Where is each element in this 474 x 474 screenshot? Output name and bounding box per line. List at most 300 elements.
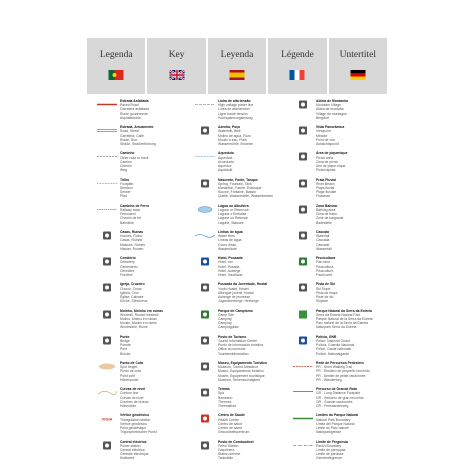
ski-icon [292, 283, 316, 293]
legend-entry-line: Point géodésique [120, 426, 147, 430]
legend-entry-line: GR - Fernwanderweg [316, 404, 349, 408]
legend-entry-line: Paved Road [120, 103, 139, 108]
legend-entry-text [120, 125, 192, 146]
legend-entry-text [316, 151, 388, 172]
legend-entry-line: Ferrocarril [120, 212, 136, 217]
legend-entry-title: Igreja, Cruzeiro [120, 282, 145, 287]
legend-entry-text [316, 99, 388, 120]
legend-entry-line: Police, National Guard [316, 339, 350, 343]
uk-flag-icon [169, 70, 184, 80]
legend-entry-title: Linhas de água [218, 230, 243, 234]
legend-entry-line: Cascada [316, 238, 330, 243]
legend-entry-line: PR - Short Walking Trail [316, 365, 353, 370]
legend-entry-line: Chemin de fer [120, 216, 142, 221]
legend-entry-line: Pisciculture [316, 268, 334, 273]
legend-entry-text [316, 335, 388, 356]
legend-entry-text [316, 361, 388, 382]
camping-icon [194, 310, 218, 320]
legend-entry-text [316, 256, 388, 277]
legend-entry-line: Aldea de montaña [316, 107, 344, 112]
legend-entry-line: Footpath [120, 181, 134, 186]
legend-entry-line: Spot height [120, 365, 138, 370]
legend-entry-title: Posto de Turismo [218, 334, 247, 339]
legend-entry-line: Playa fluvial [316, 186, 335, 190]
legend-entry-line: Museo, Equipamiento turístico [218, 369, 264, 374]
spot-height-icon [96, 362, 120, 372]
legend-entry-title: Rede de Percursos Pedestres [316, 361, 364, 365]
legend-entry-line: Bahnlinie [120, 220, 134, 225]
legend-entry-line: Casas, Ruinas [120, 238, 143, 243]
legend-entry-line: Flussbad [316, 194, 330, 199]
legend-entry-line: Zone de baignade [316, 216, 344, 221]
legend-entry-title: Área de piquenique [316, 151, 348, 156]
legend-entry-line: Häuser, Ruinen [120, 246, 144, 251]
legend-entry-title: Vista Panorâmica [316, 125, 345, 130]
legend-entry-title: Casas, Ruínas [120, 230, 144, 234]
legend-entry-line: High voltage power line [218, 103, 254, 108]
legend-entry-line: Quelle, Wasserstelle, Wasserbecken [218, 194, 274, 199]
ruins-icon [96, 231, 120, 241]
legend-entry-line: Albergue juvenil, Hostal [218, 290, 254, 295]
legend-entry-line: Asphaltstraße [120, 115, 141, 120]
legend-entry-line: Wasserläufe [218, 246, 237, 251]
legend-entry-line: Point coté [120, 373, 136, 378]
legend-entry-line: Straße, Straßenführung [120, 142, 156, 146]
legend-entry-line: Molino, Molino en ruinas [120, 317, 157, 321]
legend-entry-line: Límite del Parque Natural [316, 421, 355, 426]
legend-entry-line: Touristeninformation [218, 351, 249, 356]
legend-entry-title: Pista de Ski [316, 282, 336, 287]
legend-entry-line: Road, Street [120, 129, 140, 134]
legend-entry-line: Balneario [218, 395, 233, 400]
legend-entry-line: Aqueduct [218, 155, 233, 160]
legend-entry-text [218, 335, 290, 356]
legend-entry-line: Límite de parroquia [316, 448, 346, 452]
hotel-icon [194, 257, 218, 267]
legend-entry-title: Aldeia de Montanha [316, 99, 349, 103]
legend-entry-title: Estrada, Arruamento [120, 125, 154, 130]
legend-entry-line: Jugendherberge, Herberge [218, 299, 259, 304]
aqueduct-icon [194, 152, 218, 162]
contour-icon [96, 388, 120, 398]
legend-entry-line: Église, Calvaire [120, 295, 144, 299]
legend-entry-text [120, 204, 192, 225]
legend-entry-title: Azenha, Poço [218, 125, 241, 130]
legend-entry-line: Health Centre [218, 417, 239, 422]
legend-entry-line: Triangulation station [120, 417, 151, 422]
tab-label: Leyenda [220, 50, 254, 60]
legend-entry-line: Tourist Information Centre [218, 339, 258, 343]
legend-entry-line: Tankstelle [218, 456, 234, 461]
legend-entry-line: Fischzucht [316, 273, 333, 277]
legend-entry-text [316, 387, 388, 408]
legend-entry-text [218, 413, 290, 434]
legend-entry-line: Naturparkgrenze [316, 430, 342, 435]
legend-entry-line: Naturpark Serra da Estrela [316, 325, 357, 330]
legend-header [87, 38, 387, 94]
legend-entry-line: Friedhof [120, 273, 133, 277]
legend-entry-text [218, 387, 290, 408]
spring-icon [194, 179, 218, 189]
vigia-icon [96, 414, 120, 424]
tab-label: Légende [281, 50, 314, 60]
legend-entry-line: Hotel, Inn [218, 260, 233, 265]
legend-entry-line: Polizei, Nationalgarde [316, 351, 349, 356]
legend-entry-line: Trigonometrischer Punkt [120, 430, 157, 435]
legend-entry-text [316, 413, 388, 434]
legend-entry-line: Moulin, Moulin en ruines [120, 321, 157, 326]
legend-entry-line: Water lines [218, 234, 235, 239]
legend-entry-title: Limite de Freguesia [316, 439, 348, 444]
legend-entry-line: Office du tourisme [218, 347, 246, 352]
tab-portugal [87, 38, 145, 94]
water-line-icon [194, 231, 218, 241]
legend-entry-line: Hotel, Posada [218, 264, 240, 269]
legend-entry-line: Bathing area [316, 208, 336, 212]
legend-entry-line: Auberge de jeunesse [218, 295, 251, 299]
legend-entry-title: Ponte [120, 334, 130, 339]
legend-entry-title: Trilho [120, 177, 130, 182]
legend-entry-text [120, 282, 192, 303]
legend-entry-title: Caminho [120, 151, 135, 156]
legend-entry-text [120, 178, 192, 199]
legend-entry-line: Cemetery [120, 260, 135, 265]
legend-entry-line: Campingplatz [218, 325, 239, 330]
tab-label: Legenda [99, 50, 133, 60]
legend-entry-line: Gesundheitszentrum [218, 430, 250, 435]
legend-entry-text [120, 99, 192, 120]
tab-label: Key [168, 50, 185, 60]
legend-entry-line: Centrale électrique [120, 452, 149, 457]
legend-entry-title: Cascata [316, 230, 330, 234]
legend-entry-line: Police, Garde nationale [316, 347, 352, 352]
legend-entry-title: Posto de Combustível [218, 439, 254, 444]
legend-entry-text [120, 387, 192, 408]
tab-germany [329, 38, 387, 94]
legend-entry-line: Pista de esquí [316, 290, 338, 295]
legend-entry-line: Windmühle, Ruine [120, 325, 148, 330]
legend-entry-line: Molino de agua, Pozo [218, 133, 251, 138]
legend-entry-line: Musée, Équipement touristique [218, 373, 265, 378]
legend-entry-title: Caminho de Ferro [120, 203, 150, 208]
legend-entry-text [218, 309, 290, 330]
legend-entry-line: GR - Long Distance Footpath [316, 391, 361, 396]
hostel-icon [194, 283, 218, 293]
legend-entry-line: Mirador [316, 133, 328, 138]
legend-entry-text [316, 440, 388, 461]
legend-entry-line: Punto de cota [120, 369, 141, 374]
legend-entry-line: Parish Boundary [316, 443, 342, 448]
legend-entry-line: PR - Sendero de pequeño recorrido [316, 369, 370, 374]
legend-entry-line: PR - Sentier de petite randonnée [316, 373, 366, 378]
legend-entry-title: Percurso de Grande Rota [316, 387, 357, 392]
legend-entry-text [120, 361, 192, 382]
legend-entry-line: Gemeindegrenze [316, 456, 343, 461]
legend-entry-line: Piscicultura [316, 264, 334, 269]
legend-entry-line: Iglesia, Cruz [120, 290, 139, 295]
legend-entry-line: Central eléctrica [120, 448, 145, 452]
legend-entry-text [218, 151, 290, 172]
legend-entry-line: Thermalbad [218, 404, 237, 408]
legend-entry-line: GR - Sendero de gran recorrido [316, 395, 364, 400]
legend-entry-title: Limites do Parque Natural [316, 413, 359, 418]
legend-entry-line: Bergdorf [316, 115, 330, 120]
legend-entry-line: River Beach [316, 181, 335, 186]
legend-entry-line: Other road or track [120, 155, 149, 160]
legend-entry-line: Youth Hostel, Hostel [218, 286, 249, 291]
legend-entry-title: Centro de Saúde [218, 413, 245, 418]
viewpoint-icon [292, 126, 316, 136]
park-boundary-icon [292, 414, 316, 424]
picnic-icon [292, 152, 316, 162]
legend-entry-line: Lagune ou Retenue [218, 216, 248, 221]
walk-long-icon [292, 388, 316, 398]
legend-entry-line: Fish farm [316, 260, 331, 265]
cemetery-icon [96, 257, 120, 267]
power-icon [96, 441, 120, 451]
legend-entry-line: Lagoon or Reservoir [218, 208, 249, 212]
legend-entry-text [218, 178, 290, 199]
legend-entry-line: Plage fluviale [316, 190, 337, 195]
trail-icon [96, 179, 120, 189]
legend-entry-title: Praia Fluvial [316, 177, 336, 182]
legend-entry-line: Skipiste [316, 299, 328, 304]
legend-entry-line: Museum, Tourist Attraction [218, 365, 258, 370]
legend-entry-line: Policía, Guardia Nacional [316, 343, 355, 348]
legend-entry-line: Zona de baño [316, 212, 337, 217]
beach-icon [292, 179, 316, 189]
walk-short-icon [292, 362, 316, 372]
legend-entry-line: Museum, Sehenswürdigkeit [218, 377, 260, 382]
park-limit-icon [292, 310, 316, 320]
legend-entry-line: Serra da Estrela Natural Park [316, 312, 361, 317]
fishing-icon [292, 257, 316, 267]
legend-entry-line: Gasolinera [218, 448, 235, 452]
legend-entry-title: Hotel, Pousada [218, 256, 243, 261]
legend-entry-text [218, 204, 290, 225]
legend-entry-line: Mountain Village [316, 103, 342, 108]
legend-entry-line: Village de montagne [316, 111, 347, 116]
legend-entry-line: Carretera, Calle [120, 133, 144, 138]
legend-entry-line: Camping [218, 321, 232, 326]
legend-entry-line: Route goudronnée [120, 111, 149, 116]
legend-entry-text [316, 230, 388, 251]
legend-entry-line: Höhenpunkt [120, 377, 139, 382]
legend-entry-line: Waterfall [316, 234, 330, 239]
legend-entry-line: Watermill, Well [218, 129, 241, 134]
legend-entry-text [316, 282, 388, 303]
svg-text:VIGIA: VIGIA [101, 416, 113, 422]
legend-entry-line: Moulin à eau, Puits [218, 137, 247, 142]
legend-entry-line: Acueducto [218, 159, 235, 164]
waterfall-icon [292, 231, 316, 241]
germany-flag-icon [350, 70, 365, 80]
legend-entry-line: Wassermühle, Brunnen [218, 142, 254, 146]
legend-entry-title: Ponto de Cota [120, 361, 143, 365]
legend-entry-line: Church, Cross [120, 286, 142, 291]
legend-entry-line: Cascade [316, 242, 330, 247]
legend-entry-line: Camino [120, 159, 132, 164]
legend-entry-line: Brücke [120, 351, 131, 356]
legend-entry-line: Bridge [120, 339, 130, 343]
legend-entry-line: Viewpoint [316, 129, 331, 134]
legend-entry-text [218, 230, 290, 251]
legend-entry-line: Pfad [120, 194, 127, 199]
legend-entry-title: Zona Balnear [316, 203, 338, 208]
railway-icon [96, 205, 120, 215]
legend-entry-text [120, 309, 192, 330]
legend-entry-text [218, 361, 290, 382]
tourism-icon [194, 336, 218, 346]
legend-entry-line: Picnic area [316, 155, 333, 160]
legend-entry-line: Limite du Parc naturel [316, 426, 349, 430]
legend-entry-line: Aqueduc [218, 164, 232, 168]
spa-icon [194, 388, 218, 398]
legend-entry-title: Linha de alta tensão [218, 99, 251, 103]
legend-entry-line: Manantial, Fuente, Estanque [218, 186, 262, 190]
legend-entry-line: Railway track [120, 208, 141, 212]
legend-entry-line: Vértice geodésico [120, 421, 147, 426]
mill-icon [96, 310, 120, 320]
village-icon [292, 100, 316, 110]
legend-entry-title: Curvas de nível [120, 387, 146, 392]
legend-entry-line: PR - Wanderweg [316, 377, 342, 382]
legend-entry-line: Laguna o Embalse [218, 212, 247, 217]
portugal-flag-icon [109, 70, 124, 80]
legend-entry-title: Pousada da Juventude, Hostal [218, 282, 268, 287]
museum-icon [194, 362, 218, 372]
lagoon-icon [194, 205, 218, 215]
grey-road-icon [96, 126, 120, 136]
well-icon [194, 126, 218, 136]
legend-entry-text [120, 151, 192, 172]
legend-entry-text [218, 256, 290, 277]
legend-entry-line: Líneas de agua [218, 238, 242, 243]
legend-entry-title: Piscicultura [316, 256, 336, 261]
legend-entry-text [316, 309, 388, 330]
legend-entry-line: Sentier [120, 190, 131, 195]
legend-entry-line: Parc naturel de la Serra da Estrela [316, 321, 369, 326]
legend-entry-line: Lagune, Stausee [218, 220, 244, 225]
legend-entry-line: Weg [120, 168, 127, 173]
legend-entry-line: Piste de ski [316, 295, 334, 299]
legend-entry-line: Kraftwerk [120, 456, 135, 461]
legend-entry-line: Windmill, Ruined windmill [120, 312, 159, 317]
legend-entry-line: Aquädukt [218, 168, 233, 173]
legend-entry-title: Parque Natural da Serra da Estrela [316, 308, 372, 313]
legend-entry-text [218, 125, 290, 146]
legend-entry-title: Central eléctrica [120, 439, 147, 444]
legend-entry-line: Zona de picnic [316, 159, 339, 164]
tab-spain [208, 38, 266, 94]
church-icon [96, 283, 120, 293]
legend-entry-line: Hotel, Gasthaus [218, 273, 243, 277]
legend-entry-line: Puente [120, 343, 131, 348]
legend-entry-text [120, 256, 192, 277]
legend-entry-title: Nascente, Fonte, Tanque [218, 177, 258, 182]
legend-entry-line: Natural Park Boundary [316, 417, 351, 422]
legend-entry-line: Source, Fontaine, Bassin [218, 190, 256, 195]
legend-columns [96, 100, 386, 470]
legend-entry-line: Cimetière [120, 268, 135, 273]
legend-entry-text [218, 99, 290, 120]
track-icon [96, 152, 120, 162]
tab-france [268, 38, 326, 94]
legend-entry-title: Cemitério [120, 256, 136, 261]
legend-entry-title: Termas [218, 387, 230, 392]
tab-label: Untertitel [339, 50, 377, 60]
tab-uk [147, 38, 205, 94]
legend-entry-title: Aqueduto [218, 151, 234, 156]
legend-entry-line: Station-service [218, 452, 241, 457]
legend-entry-line: Courbes de niveau [120, 399, 149, 404]
legend-entry-text [316, 125, 388, 146]
legend-entry-line: Thermes [218, 399, 232, 404]
legend-entry-line: Cours d'eau [218, 242, 237, 247]
legend-entry-line: Línea de alta tensión [218, 107, 250, 112]
legend-entry-line: Curvas de nivel [120, 395, 144, 400]
legend-entry-title: Polícia, GNR [316, 334, 337, 339]
red-road-icon [96, 100, 120, 110]
legend-entry-text [120, 335, 192, 356]
legend-entry-line: Cementerio [120, 264, 138, 269]
legend-entry-text [316, 178, 388, 199]
legend-entry-line: Contour line [120, 391, 139, 396]
legend-entry-line: Houses, Ruins [120, 234, 143, 239]
legend-entry-line: Hochspannungsleitung [218, 115, 253, 120]
legend-entry-line: Chemin [120, 164, 132, 168]
legend-entry-line: Power station [120, 443, 141, 448]
police-icon [292, 336, 316, 346]
legend-entry-line: Point de vue [316, 137, 335, 142]
legend-entry-line: Punto de información turística [218, 343, 263, 348]
boundary-icon [292, 441, 316, 451]
legend-entry-text [120, 413, 192, 434]
legend-entry-line: Carretera asfaltada [120, 107, 150, 112]
fuel-icon [194, 441, 218, 451]
legend-entry-line: Hôtel, Auberge [218, 268, 241, 273]
legend-entry-line: Badestelle [316, 220, 332, 225]
legend-entry-line: Centro de salud [218, 421, 242, 426]
legend-entry-line: Sendero [120, 186, 133, 190]
legend-entry-line: Camp Site [218, 312, 234, 317]
france-flag-icon [290, 70, 305, 80]
legend-entry-title: Estrada Asfaltada [120, 99, 149, 103]
legend-entry-line: Pont [120, 347, 127, 352]
legend-entry-line: Maisons, Ruines [120, 242, 146, 247]
legend-entry-line: Wasserfall [316, 246, 332, 251]
legend-entry-line: Spring, Fountain, Tank [218, 181, 252, 186]
legend-entry-text [218, 440, 290, 461]
legend-entry-text [316, 204, 388, 225]
legend-entry-title: Moinho, Moinho em ruínas [120, 308, 163, 313]
legend-entry-line: Limite de paroisse [316, 452, 344, 457]
legend-entry-line: Kirche, Steinkreuz [120, 299, 148, 304]
health-icon [194, 414, 218, 424]
legend-entry-line: Picknickplatz [316, 168, 336, 173]
legend-entry-line: Camping [218, 317, 232, 321]
legend-entry-line: Centre de santé [218, 426, 243, 430]
legend-entry-line: GR - Grande randonnée [316, 399, 353, 404]
legend-entry-title: Vértice geodésico [120, 413, 150, 418]
bathing-icon [292, 205, 316, 215]
legend-entry-line: Parque Natural de la Serra da Estrela [316, 317, 373, 321]
legend-entry-text [120, 440, 192, 461]
power-line-icon [194, 100, 218, 110]
legend-entry-line: Ski Slope [316, 286, 331, 291]
legend-entry-text [120, 230, 192, 251]
legend-entry-line: Petrol Station [218, 443, 239, 448]
